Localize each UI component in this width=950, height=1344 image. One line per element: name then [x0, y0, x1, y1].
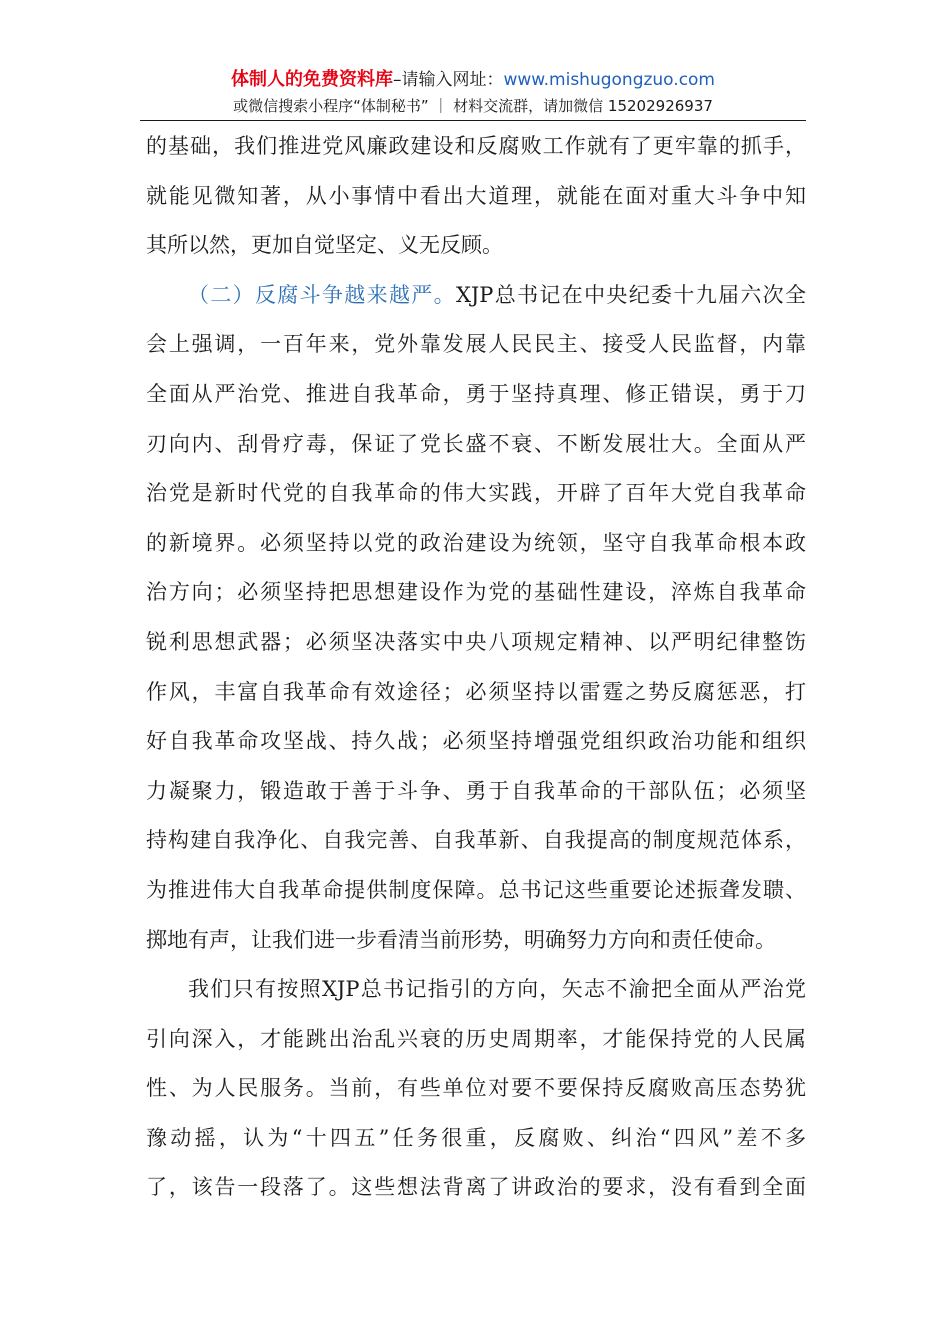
page-header	[140, 66, 806, 121]
header-brand: 体制人的免费资料库	[230, 69, 393, 90]
text-line: 其所以然，更加自觉坚定、义无反顾。	[146, 233, 503, 258]
paragraph-3	[146, 965, 806, 1213]
text-line: 为推进伟大自我革命提供制度保障。总书记这些重要论述振聋发聩、	[146, 877, 806, 902]
text-run: XJP总书记在中央纪委十九届六次全	[455, 282, 807, 307]
header-hint: –请输入网址：	[392, 70, 504, 90]
text-line: 豫动摇，认为“十四五”任务很重，反腐败、纠治“四风”差不多	[146, 1125, 806, 1150]
text-line: 治党是新时代党的自我革命的伟大实践，开辟了百年大党自我革命	[146, 481, 806, 506]
header-line-1	[140, 66, 806, 94]
text-line: 好自我革命攻坚战、持久战；必须坚持增强党组织政治功能和组织	[146, 729, 806, 754]
text-line: 作风，丰富自我革命有效途径；必须坚持以雷霆之势反腐惩恶，打	[146, 679, 806, 704]
text-line: 锐利思想武器；必须坚决落实中央八项规定精神、以严明纪律整饬	[146, 629, 806, 654]
text-line: 掷地有声，让我们进一步看清当前形势，明确努力方向和责任使命。	[146, 927, 776, 952]
paragraph-1	[146, 122, 806, 271]
section-heading: （二）反腐斗争越来越严。	[188, 282, 456, 307]
text-line: 的新境界。必须坚持以党的政治建设为统领，坚守自我革命根本政	[146, 530, 806, 555]
text-line: 我们只有按照XJP总书记指引的方向，矢志不渝把全面从严治党	[188, 977, 806, 1002]
text-line: 引向深入，才能跳出治乱兴衰的历史周期率，才能保持党的人民属	[146, 1026, 806, 1051]
text-line: 治方向；必须坚持把思想建设作为党的基础性建设，淬炼自我革命	[146, 580, 806, 605]
header-url-link[interactable]: www.mishugongzuo.com	[503, 70, 715, 90]
text-line: 就能见微知著，从小事情中看出大道理，就能在面对重大斗争中知	[146, 183, 806, 208]
text-line: 持构建自我净化、自我完善、自我革新、自我提高的制度规范体系，	[146, 828, 806, 853]
document-body	[146, 122, 806, 1213]
text-line: 刃向内、刮骨疗毒，保证了党长盛不衰、不断发展壮大。全面从严	[146, 431, 806, 456]
header-divider	[140, 120, 806, 121]
text-line: 性、为人民服务。当前，有些单位对要不要保持反腐败高压态势犹	[146, 1076, 806, 1101]
text-line: 的基础，我们推进党风廉政建设和反腐败工作就有了更牢靠的抓手，	[146, 134, 806, 158]
text-line: 会上强调，一百年来，党外靠发展人民民主、接受人民监督，内靠	[146, 332, 806, 357]
text-line: 全面从严治党、推进自我革命，勇于坚持真理、修正错误，勇于刀	[146, 381, 806, 406]
text-line: 力凝聚力，锻造敢于善于斗争、勇于自我革命的干部队伍；必须坚	[146, 778, 806, 803]
header-line-2: 或微信搜索小程序“体制秘书” ｜ 材料交流群，请加微信 15202926937	[233, 97, 713, 115]
text-line	[146, 271, 806, 321]
text-line: 了，该告一段落了。这些想法背离了讲政治的要求，没有看到全面	[146, 1175, 806, 1200]
paragraph-2	[146, 271, 806, 965]
